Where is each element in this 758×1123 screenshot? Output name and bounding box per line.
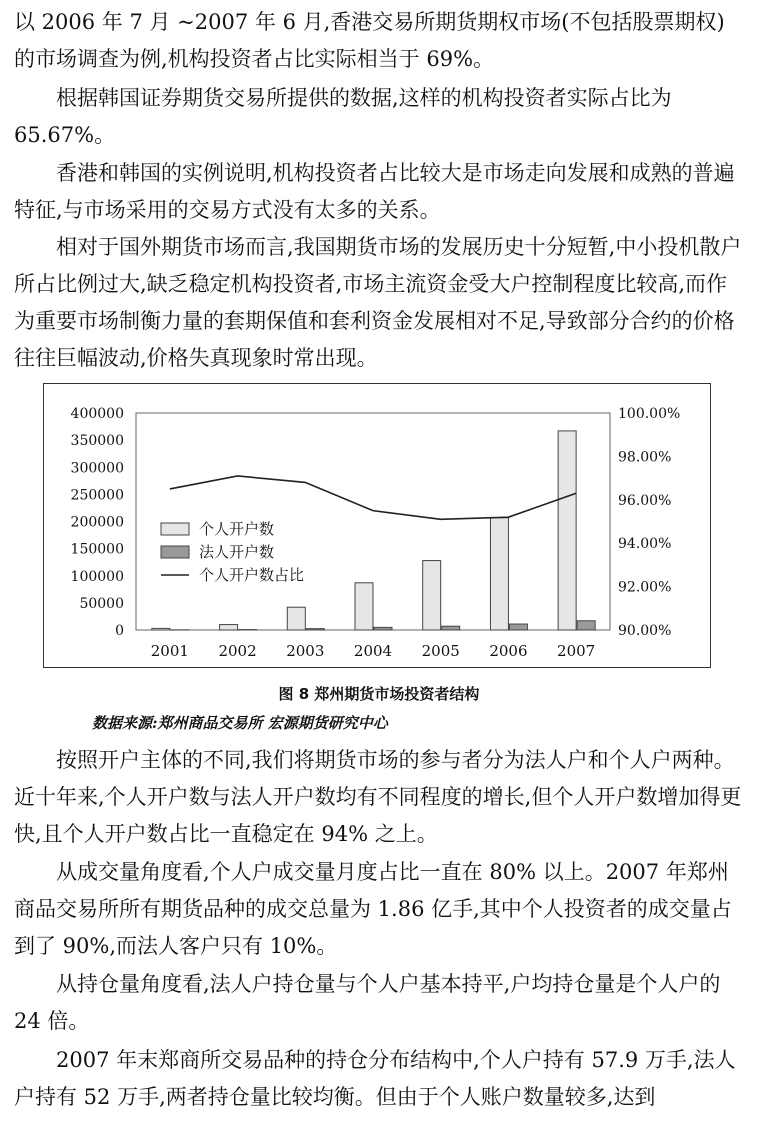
paragraph-1: 以 2006 年 7 月 ~2007 年 6 月,香港交易所期货期权市场(不包括股票期权)的市场调查为例,机构投资者占比实际相当于 69%。 (14, 10, 725, 71)
legend-label-ratio: 个人开户数占比 (199, 566, 305, 584)
figure-source: 数据来源:郑州商品交易所 宏源期货研究中心 (92, 714, 388, 732)
x-axis-tick-label: 2001 (150, 642, 189, 660)
x-axis-tick-label: 2002 (218, 642, 257, 660)
figure-caption: 图 8 郑州期货市场投资者结构 (278, 685, 480, 703)
x-axis-tick-label: 2007 (557, 642, 596, 660)
paragraph-7: 从持仓量角度看,法人户持仓量与个人户基本持平,户均持仓量是个人户的 24 倍。 (14, 972, 721, 1033)
legend-label-personal: 个人开户数 (199, 520, 275, 538)
x-axis-tick-label: 2006 (489, 642, 528, 660)
right-axis-tick-label: 92.00% (618, 579, 672, 596)
paragraph-6: 从成交量角度看,个人户成交量月度占比一直在 80% 以上。2007 年郑州商品交易所所有期货品种的成交总量为 1.86 亿手,其中个人投资者的成交量占到了 90%,而法人客户只有 10%。 (14, 860, 732, 958)
left-axis-tick-label: 50000 (79, 595, 124, 612)
x-axis-tick-label: 2005 (421, 642, 460, 660)
left-axis-tick-label: 0 (115, 623, 124, 639)
paragraph-3: 香港和韩国的实例说明,机构投资者占比较大是市场走向发展和成熟的普遍特征,与市场采用的交易方式没有太多的关系。 (14, 161, 735, 222)
paragraph-5: 按照开户主体的不同,我们将期货市场的参与者分为法人户和个人户两种。近十年来,个人开户数与法人开户数均有不同程度的增长,但个人开户数增加得更快,且个人开户数占比一直稳定在 94% 之上。 (14, 748, 742, 846)
line-personal-ratio (170, 476, 576, 519)
bar-legal-accounts (442, 626, 460, 630)
bar-legal-accounts (509, 624, 527, 630)
left-axis-tick-label: 150000 (70, 541, 124, 558)
bar-personal-accounts (220, 625, 238, 630)
x-axis-tick-label: 2003 (286, 642, 325, 660)
bar-legal-accounts (306, 629, 324, 630)
right-axis-tick-label: 98.00% (618, 449, 672, 466)
left-axis-tick-label: 350000 (70, 433, 124, 450)
bar-personal-accounts (355, 583, 373, 630)
investor-structure-chart (43, 383, 711, 668)
bar-legal-accounts (577, 621, 595, 630)
legend-swatch-personal (161, 523, 189, 535)
right-axis-tick-label: 100.00% (618, 406, 681, 422)
bar-personal-accounts (152, 628, 170, 630)
right-axis-tick-label: 94.00% (618, 536, 672, 553)
left-axis-tick-label: 250000 (70, 487, 124, 504)
x-axis-tick-label: 2004 (353, 642, 393, 660)
left-axis-tick-label: 200000 (70, 514, 124, 531)
right-axis-tick-label: 90.00% (618, 623, 672, 639)
bar-personal-accounts (423, 561, 441, 630)
left-axis-tick-label: 400000 (70, 406, 124, 422)
bar-personal-accounts (490, 518, 508, 630)
bar-personal-accounts (287, 607, 305, 630)
legend-swatch-legal (161, 546, 189, 558)
bar-personal-accounts (558, 431, 576, 630)
right-axis-tick-label: 96.00% (618, 492, 672, 509)
left-axis-tick-label: 300000 (70, 460, 124, 477)
paragraph-8: 2007 年末郑商所交易品种的持仓分布结构中,个人户持有 57.9 万手,法人户持有 52 万手,两者持仓量比较均衡。但由于个人账户数量较多,达到 (14, 1048, 736, 1109)
bar-legal-accounts (374, 627, 392, 630)
left-axis-tick-label: 100000 (70, 568, 124, 585)
paragraph-2: 根据韩国证券期货交易所提供的数据,这样的机构投资者实际占比为 65.67%。 (14, 86, 672, 147)
paragraph-4: 相对于国外期货市场而言,我国期货市场的发展历史十分短暂,中小投机散户所占比例过大,缺乏稳定机构投资者,市场主流资金受大户控制程度比较高,而作为重要市场制衡力量的套期保值和套利资金发展相对不足,导致部分合约的价格往往巨幅波动,价格失真现象时常出现。 (14, 235, 742, 370)
chart-canvas (43, 383, 711, 668)
legend-label-legal: 法人开户数 (199, 543, 275, 561)
